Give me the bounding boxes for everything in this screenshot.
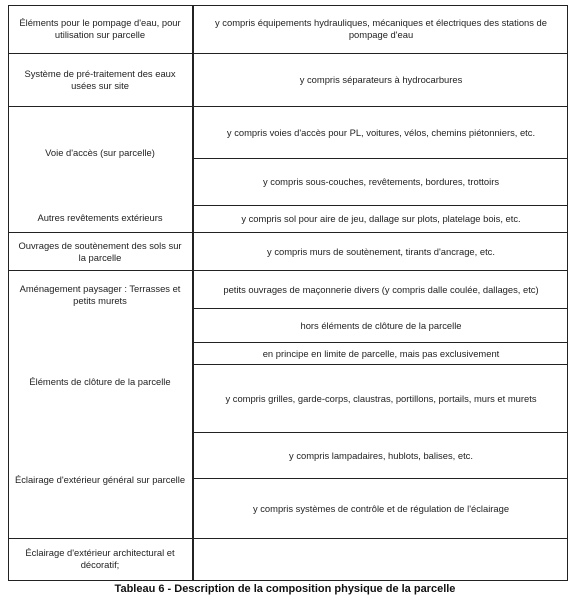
row-label-pretraitement: Système de pré-traitement des eaux usées sur site: [24, 68, 176, 91]
row-label-cloture: Éléments de clôture de la parcelle: [29, 376, 171, 387]
row-desc-cloture-2: en principe en limite de parcelle, mais pas exclusivement: [262, 347, 500, 359]
row-desc-cloture-3: y compris grilles, garde-corps, claustras, portillons, portails, murs et murets: [225, 392, 537, 404]
row-desc-amenagement: petits ouvrages de maçonnerie divers (y compris dalle coulée, dallages, etc): [223, 283, 539, 295]
row-label-revetements: Autres revêtements extérieurs: [37, 212, 163, 223]
table-caption: Tableau 6 - Description de la composition physique de la parcelle: [114, 583, 456, 595]
row-label-voie-acces: Voie d'accès (sur parcelle): [45, 147, 155, 158]
row-desc-voie-acces-2: y compris sous-couches, revêtements, bordures, trottoirs: [262, 176, 500, 187]
row-desc-eclairage-decoratif: [194, 539, 568, 579]
row-label-pompage: Éléments pour le pompage d'eau, pour utilisation sur parcelle: [19, 17, 181, 40]
row-desc-pompage: y compris équipements hydrauliques, mécaniques et électriques des stations de pompage d'eau: [215, 17, 547, 40]
row-desc-revetements: y compris sol pour aire de jeu, dallage sur plots, platelage bois, etc.: [241, 213, 521, 224]
row-desc-eclairage-general-2: y compris systèmes de contrôle et de régulation de l'éclairage: [252, 502, 510, 514]
row-desc-pretraitement: y compris séparateurs à hydrocarbures: [299, 74, 463, 85]
row-label-amenagement: Aménagement paysager : Terrasses et petits murets: [19, 283, 181, 306]
row-label-soutenement: Ouvrages de soutènement des sols sur la parcelle: [18, 239, 182, 263]
composition-table: [8, 5, 568, 581]
row-desc-voie-acces-1: y compris voies d'accès pour PL, voitures, vélos, chemins piétonniers, etc.: [226, 126, 536, 138]
row-desc-cloture-1: hors éléments de clôture de la parcelle: [300, 319, 462, 331]
row-desc-soutenement: y compris murs de soutènement, tirants d'ancrage, etc.: [267, 245, 495, 257]
row-label-eclairage-general: Éclairage d'extérieur général sur parcelle: [14, 474, 186, 485]
row-label-eclairage-decoratif: Éclairage d'extérieur architectural et décoratif;: [25, 547, 175, 570]
row-desc-eclairage-general-1: y compris lampadaires, hublots, balises, etc.: [289, 449, 473, 461]
